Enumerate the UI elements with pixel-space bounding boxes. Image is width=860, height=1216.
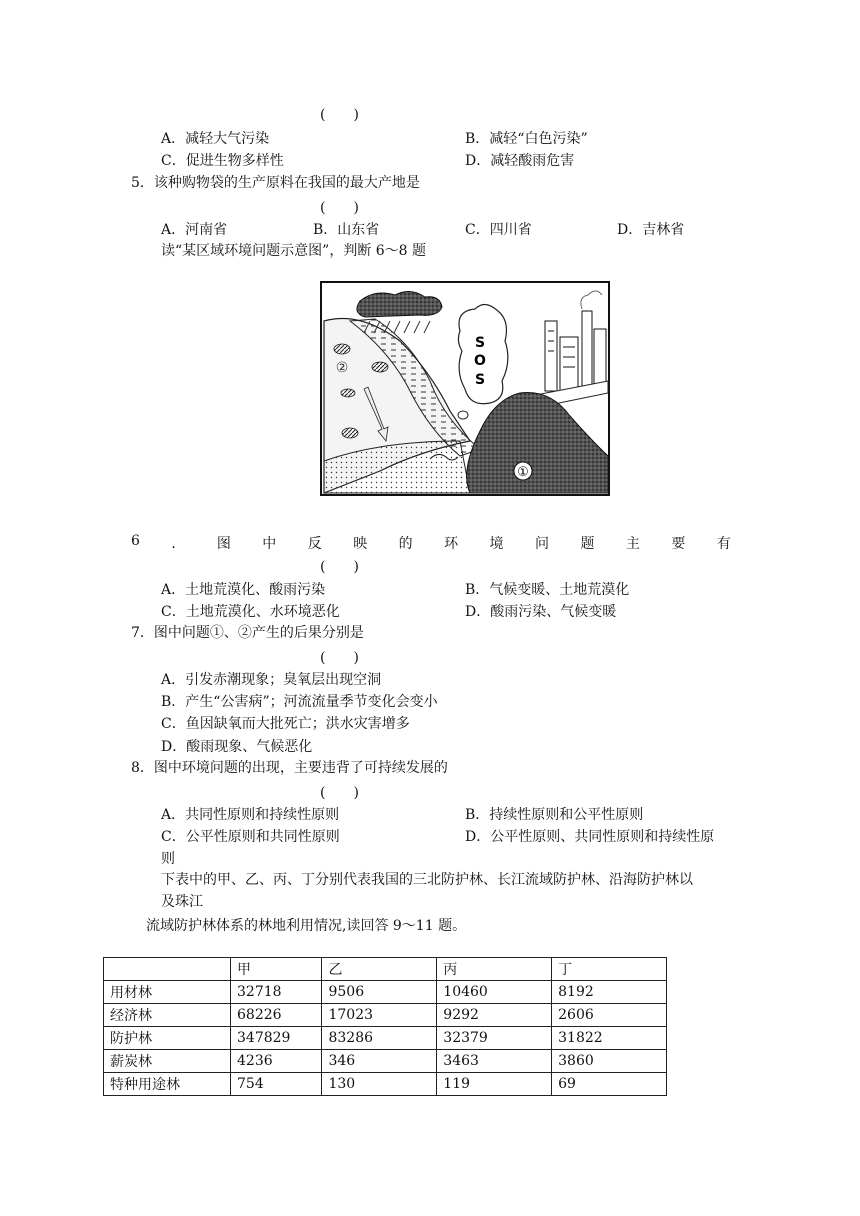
q6-stem-char: 的 [398, 536, 413, 552]
table-cell: 用材林 [104, 981, 231, 1004]
sos-letter-s1: S [474, 335, 486, 351]
q6-stem-char: 图 [216, 536, 231, 552]
q8-answer-paren: ( ) [320, 785, 359, 801]
environment-problem-figure [320, 281, 610, 496]
q5-option-c: C．四川省 [465, 222, 532, 238]
table-header-cell: 丁 [552, 958, 667, 981]
q7-stem: 7．图中问题①、②产生的后果分别是 [131, 625, 364, 641]
q6-option-c: C．土地荒漠化、水环境恶化 [161, 604, 340, 620]
q4-option-a: A．减轻大气污染 [161, 131, 270, 147]
marker-2-label: ② [335, 360, 349, 376]
q6-stem-char: 题 [580, 536, 595, 552]
table-cell: 2606 [552, 1004, 667, 1027]
q8-stem: 8．图中环境问题的出现，主要违背了可持续发展的 [131, 760, 448, 776]
q8-option-c: C．公平性原则和共同性原则 [161, 829, 340, 845]
intro-9-11-line2: 及珠江 [161, 894, 203, 910]
table-cell: 68226 [231, 1004, 322, 1027]
intro-9-11-line1: 下表中的甲、乙、丙、丁分别代表我国的三北防护林、长江流域防护林、沿海防护林以 [161, 872, 693, 888]
q5-option-a: A．河南省 [161, 222, 228, 238]
table-cell: 347829 [231, 1027, 322, 1050]
q7-option-d: D．酸雨现象、气候恶化 [161, 739, 313, 755]
table-header-cell: 乙 [322, 958, 437, 981]
table-cell: 346 [322, 1050, 437, 1073]
table-cell: 32379 [437, 1027, 552, 1050]
q7-option-c: C．鱼因缺氧而大批死亡；洪水灾害增多 [161, 716, 410, 732]
table-cell: 754 [231, 1073, 322, 1096]
table-cell: 防护林 [104, 1027, 231, 1050]
table-cell: 119 [437, 1073, 552, 1096]
q5-option-d: D．吉林省 [617, 222, 685, 238]
sos-letter-o: O [474, 353, 486, 369]
q4-option-c: C．促进生物多样性 [161, 153, 284, 169]
q6-stem-char: 境 [489, 536, 504, 552]
q6-option-a: A．土地荒漠化、酸雨污染 [161, 582, 326, 598]
q4-option-b: B．减轻“白色污染” [465, 131, 588, 147]
table-cell: 薪炭林 [104, 1050, 231, 1073]
table-header-cell: 甲 [231, 958, 322, 981]
table-row [104, 981, 667, 1004]
table-cell: 83286 [322, 1027, 437, 1050]
q6-option-d: D．酸雨污染、气候变暖 [465, 604, 617, 620]
q6-stem-char: ． [171, 536, 186, 552]
q6-answer-paren: ( ) [320, 559, 359, 575]
intro-questions-6-8: 读“某区域环境问题示意图”，判断 6～8 题 [161, 243, 427, 259]
table-cell: 4236 [231, 1050, 322, 1073]
q5-option-b: B．山东省 [313, 222, 380, 238]
table-cell: 9292 [437, 1004, 552, 1027]
table-row [104, 1027, 667, 1050]
q4-option-d: D．减轻酸雨危害 [465, 153, 575, 169]
q4-answer-paren: ( ) [320, 107, 359, 123]
table-cell: 31822 [552, 1027, 667, 1050]
table-cell: 32718 [231, 981, 322, 1004]
q8-option-b: B．持续性原则和公平性原则 [465, 807, 644, 823]
q8-option-a: A．共同性原则和持续性原则 [161, 807, 340, 823]
q6-stem-char: 问 [535, 536, 549, 552]
q6-stem-char: 映 [353, 536, 368, 552]
q8-option-d: D．公平性原则、共同性原则和持续性原 [465, 829, 715, 845]
table-row [104, 1073, 667, 1096]
q8-option-d-wrap: 则 [161, 851, 175, 867]
table-cell: 69 [552, 1073, 667, 1096]
q6-stem-char: 要 [671, 536, 686, 552]
intro-9-11-line3: 流域防护林体系的林地利用情况,读回答 9～11 题。 [146, 918, 467, 934]
forest-use-table [103, 957, 667, 1096]
table-cell: 经济林 [104, 1004, 231, 1027]
marker-1-label: ① [517, 465, 529, 480]
table-cell: 8192 [552, 981, 667, 1004]
q6-stem-char: 环 [444, 536, 459, 552]
q6-stem-char: 6 [131, 533, 140, 549]
q7-option-b: B．产生“公害病”；河流流量季节变化会变小 [161, 694, 438, 710]
q6-stem-char: 主 [625, 536, 640, 552]
table-cell: 特种用途林 [104, 1073, 231, 1096]
q6-stem-char: 有 [716, 536, 731, 552]
q7-answer-paren: ( ) [320, 650, 359, 666]
q5-answer-paren: ( ) [320, 200, 359, 216]
q6-stem [131, 533, 731, 553]
table-cell: 10460 [437, 981, 552, 1004]
table-cell: 130 [322, 1073, 437, 1096]
table-header-row [104, 958, 667, 981]
table-cell: 3463 [437, 1050, 552, 1073]
q6-stem-char: 反 [307, 536, 322, 552]
table-header-cell: 丙 [437, 958, 552, 981]
sos-letter-s2: S [474, 372, 486, 388]
q6-option-b: B．气候变暖、土地荒漠化 [465, 582, 630, 598]
table-cell: 3860 [552, 1050, 667, 1073]
table-cell: 9506 [322, 981, 437, 1004]
table-header-cell [104, 958, 231, 981]
q6-stem-char: 中 [262, 536, 277, 552]
q7-option-a: A．引发赤潮现象；臭氧层出现空洞 [161, 672, 382, 688]
q5-stem: 5．该种购物袋的生产原料在我国的最大产地是 [131, 175, 420, 191]
table-row [104, 1004, 667, 1027]
bubble-dot [458, 411, 468, 419]
table-cell: 17023 [322, 1004, 437, 1027]
table-row [104, 1050, 667, 1073]
